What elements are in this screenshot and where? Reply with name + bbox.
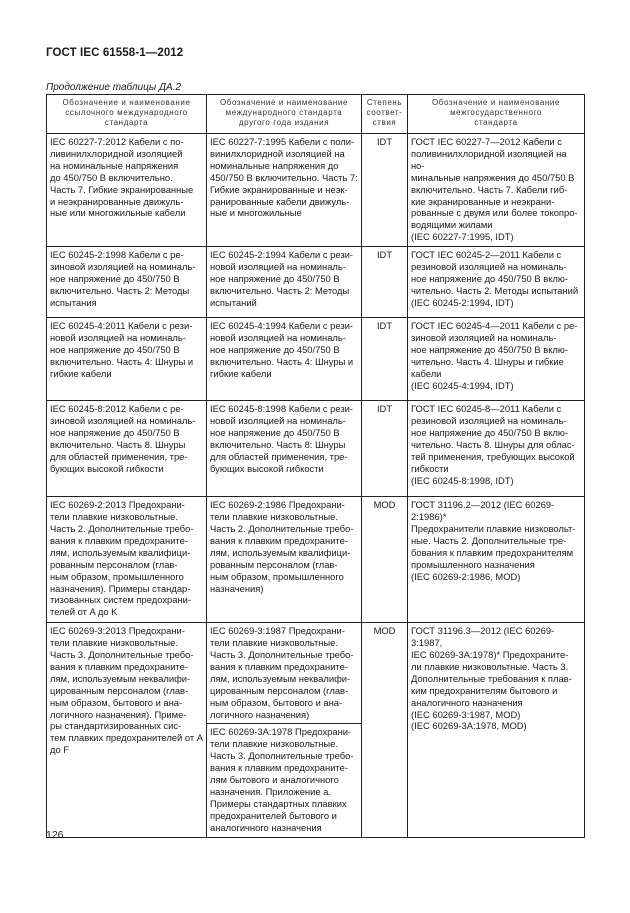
table-row: [47, 401, 585, 497]
cell-interstate-standard: ГОСТ IEC 60245-2—2011 Кабели с резиновой изоляцией на номиналь- ное напряжение до 450/750 В вклю- чительно. Часть 2. Методы испытаний (IEC 60245-2:1994, IDT): [408, 247, 585, 318]
cell-interstate-standard: ГОСТ IEC 60245-4—2011 Кабели с ре- зиновой изоляцией на номиналь- ное напряжение до 450/750 В вклю- чительно. Часть 4. Шнуры и гибкие кабели (IEC 60245-4:1994, IDT): [408, 318, 585, 401]
header-reference-standard: Обозначение и наименование ссылочного международного стандарта: [47, 95, 207, 134]
table-caption: Продолжение таблицы ДА.2: [46, 82, 182, 93]
cell-other-year-standard: IEC 60245-8:1998 Кабели с рези- новой изоляцией на номиналь- ное напряжение до 450/750 В включительно. Часть 8: Шнуры для областей применения, тре- бующих высокой гибкости: [207, 401, 362, 497]
cell-reference-standard: IEC 60269-3:2013 Предохрани- тели плавкие низковольтные. Часть 3. Дополнительные требо- вания к плавким предохраните- лям, используемым неквалифи- цированным персоналом (глав- ным образом, бытового и ана- логичного назначения). Приме- ры стандартизированных сис- тем плавких предохранителей от A до F: [47, 623, 207, 837]
table-row: [47, 497, 585, 623]
standards-table: [46, 94, 585, 838]
cell-other-year-standard: IEC 60245-4:1994 Кабели с рези- новой изоляцией на номиналь- ное напряжение до 450/750 В включительно. Часть 4: Шнуры и гибкие кабели: [207, 318, 362, 401]
table-header-row: [47, 95, 585, 134]
cell-other-year-standard: IEC 60227-7:1995 Кабели с поли- винилхлоридной изоляцией на номинальные напряжения до 450/750 В включительно. Часть 7: Гибкие экранированные и неэк- ранированные кабели движуль- ные и многожильные: [207, 134, 362, 247]
header-degree-of-conformity: Степень соответ- ствия: [362, 95, 408, 134]
cell-reference-standard: IEC 60269-2:2013 Предохрани- тели плавкие низковольтные. Часть 2. Дополнительные требо- вания к плавким предохраните- лям, используемым квалифици- рованным персоналом (глав- ным образом, промышленного назначения). Примеры стандар- тизованных систем предохрани- телей от A до K: [47, 497, 207, 623]
table-row: [47, 134, 585, 247]
cell-reference-standard: IEC 60227-7:2012 Кабели с по- ливинилхлоридной изоляцией на номинальные напряжения до 450/750 В включительно. Часть 7. Гибкие экранированные и неэкранированные движуль- ные или многожильные кабели: [47, 134, 207, 247]
cell-degree: IDT: [362, 247, 408, 318]
cell-degree: IDT: [362, 318, 408, 401]
cell-interstate-standard: ГОСТ IEC 60245-8—2011 Кабели с резиновой изоляцией на номиналь- ное напряжение до 450/750 В вклю- чительно. Часть 8. Шнуры для облас- тей применения, требующих высокой гибкости (IEC 60245-8:1998, IDT): [408, 401, 585, 497]
cell-reference-standard: IEC 60245-4:2011 Кабели с рези- новой изоляцией на номиналь- ное напряжение до 450/750 В включительно. Часть 4: Шнуры и гибкие кабели: [47, 318, 207, 401]
sub-cell-other-year-standard: IEC 60269-3A:1978 Предохрани- тели плавкие низковольтные. Часть 3. Дополнительные требо- вания к плавким предохраните- лям бытового и аналогичного назначения. Приложение а. Примеры стандартных плавких предохранителей бытового и аналогичного назначения: [207, 723, 361, 836]
cell-reference-standard: IEC 60245-2:1998 Кабели с ре- зиновой изоляцией на номиналь- ное напряжение до 450/750 В включительно. Часть 2: Методы испытания: [47, 247, 207, 318]
cell-degree: MOD: [362, 497, 408, 623]
header-other-year-standard: Обозначение и наименование международного стандарта другого года издания: [207, 95, 362, 134]
sub-cell-other-year-standard: IEC 60269-3:1987 Предохрани- тели плавкие низковольтные. Часть 3. Дополнительные требо- вания к плавким предохраните- лям, используемым неквалифи- цированным персоналом (глав- ным образом, бытового и ана- логичного назначения): [210, 625, 354, 720]
header-interstate-standard: Обозначение и наименование межгосударственного стандарта: [408, 95, 585, 134]
cell-degree: MOD: [362, 623, 408, 837]
cell-other-year-standard: IEC 60245-2:1994 Кабели с рези- новой изоляцией на номиналь- ное напряжение до 450/750 В включительно. Часть 2: Методы испытаний: [207, 247, 362, 318]
table-row: [47, 247, 585, 318]
cell-reference-standard: IEC 60245-8:2012 Кабели с ре- зиновой изоляцией на номиналь- ное напряжение до 450/750 В включительно. Часть 8. Шнуры для областей применения, тре- бующих высокой гибкости: [47, 401, 207, 497]
cell-degree: IDT: [362, 401, 408, 497]
cell-other-year-standard: IEC 60269-2:1986 Предохрани- тели плавкие низковольтные. Часть 2. Дополнительные требо- вания к плавким предохраните- лям, используемым квалифици- рованным персоналом (глав- ным образом, промышленного назначения): [207, 497, 362, 623]
cell-interstate-standard: ГОСТ 31196.2—2012 (IEC 60269-2:1986)* Предохранители плавкие низковольт- ные. Часть 2. Дополнительные тре- бования к плавким предохранителям промышленного назначения (IEC 60269-2:1986, MOD): [408, 497, 585, 623]
table-row: [47, 623, 585, 837]
cell-interstate-standard: ГОСТ 31196.3—2012 (IEC 60269-3:1987, IEC 60269-3A:1978)* Предохраните- ли плавкие низковольтные. Часть 3. Дополнительные требования к плав- ким предохранителям бытового и аналогичного назначения (IEC 60269-3:1987, MOD) (IEC 60269-3A:1978, MOD): [408, 623, 585, 837]
document-header: ГОСТ IEC 61558-1—2012: [46, 47, 184, 59]
cell-other-year-standard: [207, 623, 362, 837]
table-row: [47, 318, 585, 401]
cell-interstate-standard: ГОСТ IEC 60227-7—2012 Кабели с поливинилхлоридной изоляцией на но- минальные напряжения до 450/750 В включительно. Часть 7. Кабели гиб- кие экранированные и неэкрани- рованные с двумя или более токопро- водящими жилами (IEC 60227-7:1995, IDT): [408, 134, 585, 247]
cell-degree: IDT: [362, 134, 408, 247]
page-number: 126: [46, 829, 64, 841]
